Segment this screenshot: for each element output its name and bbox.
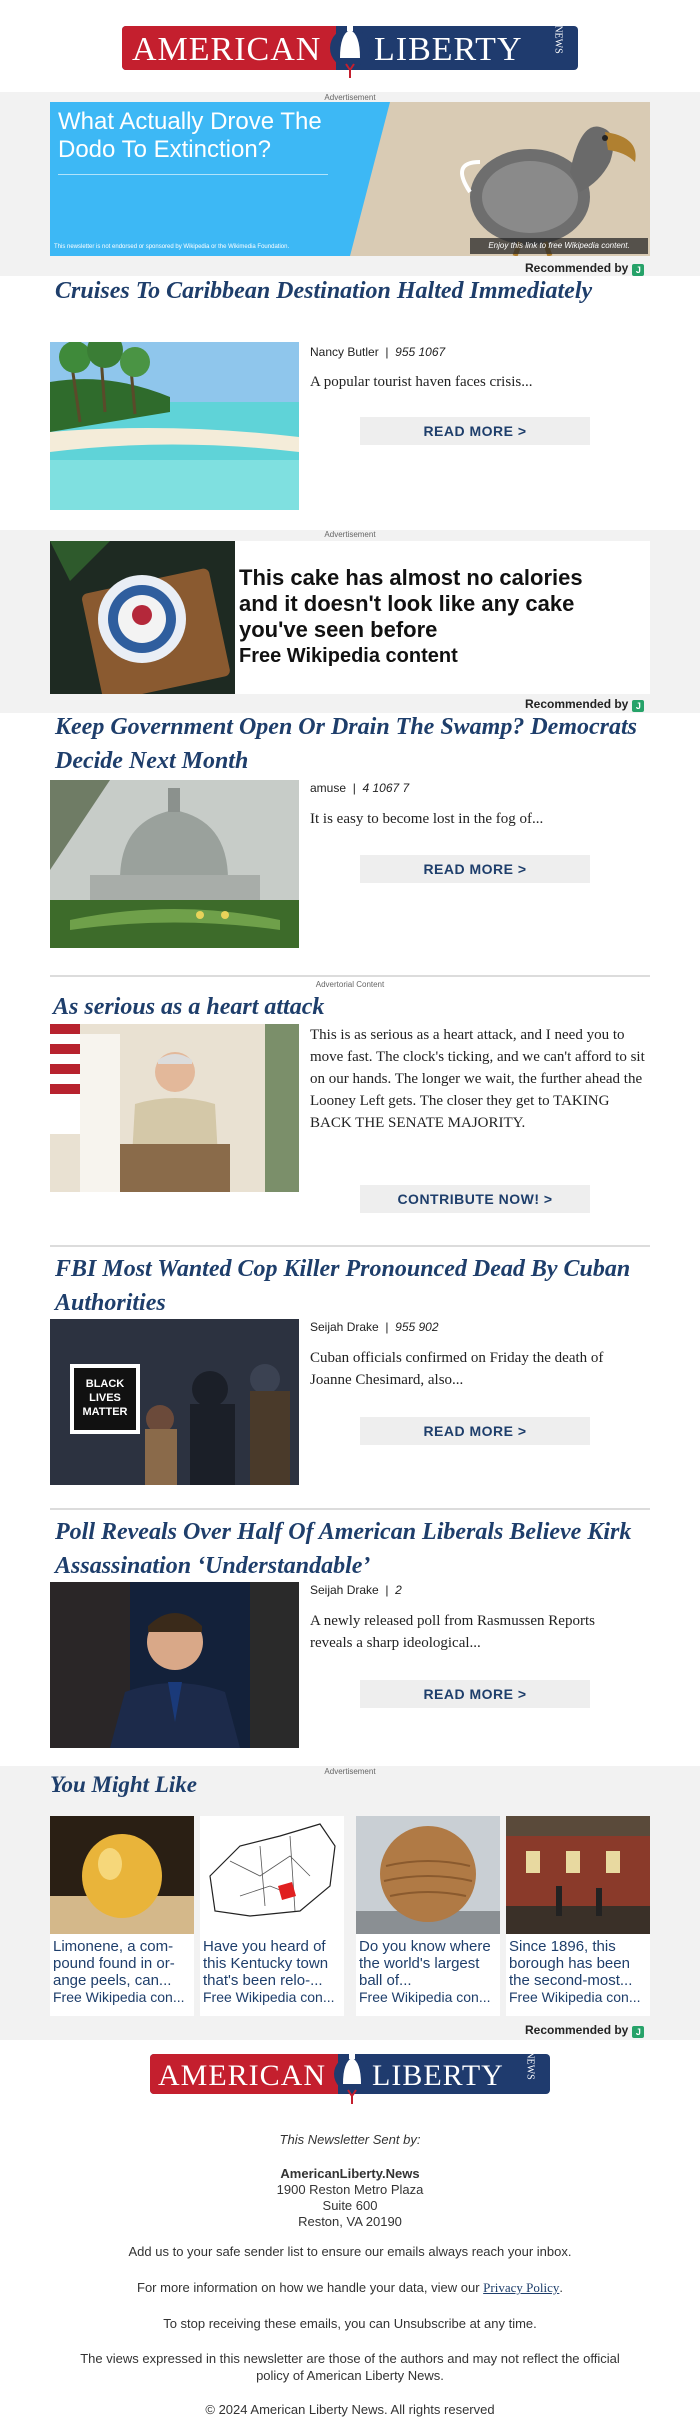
logo-news-label: NEWS bbox=[524, 2051, 536, 2080]
dodo-bird-image bbox=[350, 102, 650, 256]
read-more-button[interactable]: READ MORE > bbox=[360, 1417, 590, 1445]
article-meta: Seijah Drake | 2 bbox=[310, 1583, 402, 1597]
article-stats: 955 902 bbox=[395, 1320, 439, 1334]
article-headline[interactable]: Cruises To Caribbean Destination Halted Immediately bbox=[55, 278, 593, 304]
dodo-ad-disclaimer: This newsletter is not endorsed or sponsored by Wikipedia or the Wikimedia Foundation. bbox=[54, 244, 290, 250]
read-more-button[interactable]: READ MORE > bbox=[360, 855, 590, 883]
card-image bbox=[200, 1816, 344, 1934]
cake-ad-line-2: and it doesn't look like any cake bbox=[239, 591, 575, 616]
ad-label: Advertisement bbox=[324, 1767, 376, 1776]
beach-image bbox=[50, 342, 299, 510]
recommendation-card[interactable] bbox=[200, 1816, 344, 2016]
footer-address-1: 1900 Reston Metro Plaza bbox=[276, 2182, 424, 2197]
you-might-like-title: You Might Like bbox=[50, 1772, 197, 1797]
recommender-logo-icon: J bbox=[632, 2026, 644, 2038]
footer-unsubscribe[interactable]: To stop receiving these emails, you can Unsubscribe at any time. bbox=[163, 2316, 537, 2331]
footer-copyright: © 2024 American Liberty News. All rights reserved bbox=[205, 2402, 495, 2417]
advertorial-label: Advertorial Content bbox=[315, 980, 385, 989]
logo-text-american: AMERICAN bbox=[132, 31, 322, 68]
card-source: Free Wikipedia con... bbox=[53, 1989, 185, 2005]
recommended-label: Recommended by bbox=[525, 261, 629, 275]
recommender-logo-icon: J bbox=[632, 264, 644, 276]
article-author: Seijah Drake bbox=[310, 1320, 379, 1334]
article-thumbnail-beach[interactable] bbox=[50, 342, 299, 510]
ad-label: Advertisement bbox=[324, 93, 376, 102]
logo-text-liberty: LIBERTY bbox=[374, 31, 523, 68]
card-image bbox=[356, 1816, 500, 1934]
sponsored-body: This is as serious as a heart attack, and I need you to move fast. The clock's ticking, and we can't afford to sit on our hands. The longer we wait, the further ahead the Looney Left gets. The closer they get to TAKING BACK THE SENATE MAJORITY. bbox=[310, 1027, 645, 1131]
article-headline[interactable]: Poll Reveals Over Half Of American Liberals Believe Kirk Assassination ‘Understandable’ bbox=[55, 1519, 632, 1579]
section-divider bbox=[50, 1508, 650, 1510]
cake-ad-banner[interactable] bbox=[50, 541, 650, 694]
footer-sent-by: This Newsletter Sent by: bbox=[279, 2132, 421, 2147]
recommendation-card[interactable] bbox=[506, 1816, 650, 2016]
article-teaser: It is easy to become lost in the fog of... bbox=[310, 811, 544, 827]
article-stats: 4 1067 7 bbox=[362, 781, 410, 795]
card-source: Free Wikipedia con... bbox=[509, 1989, 641, 2005]
article-headline[interactable]: FBI Most Wanted Cop Killer Pronounced Dead By Cuban Authorities bbox=[55, 1256, 631, 1316]
orange-peel-image bbox=[50, 1816, 194, 1934]
logo-text-liberty: LIBERTY bbox=[372, 2059, 504, 2092]
recommended-label: Recommended by bbox=[525, 697, 629, 711]
footer-privacy-prefix: For more information on how we handle your data, view our bbox=[137, 2280, 480, 2295]
ad-label: Advertisement bbox=[324, 530, 376, 539]
article-author: Nancy Butler bbox=[310, 345, 379, 359]
footer-address-3: Reston, VA 20190 bbox=[298, 2214, 402, 2229]
read-more-button[interactable]: READ MORE > bbox=[360, 417, 590, 445]
recommended-by-3[interactable] bbox=[525, 2023, 644, 2038]
logo-news-label: NEWS bbox=[552, 25, 564, 54]
section-divider bbox=[50, 1245, 650, 1247]
senator-photo bbox=[50, 1024, 299, 1192]
card-text: Limonene, a com-pound found in or-ange peels, can... bbox=[53, 1938, 175, 1989]
article-stats: 955 1067 bbox=[395, 345, 446, 359]
article-author: Seijah Drake bbox=[310, 1583, 379, 1597]
cake-ad-source: Free Wikipedia content bbox=[239, 645, 458, 667]
recommendation-card[interactable] bbox=[356, 1816, 500, 2016]
article-thumbnail-protest[interactable] bbox=[50, 1319, 299, 1485]
logo-text-american: AMERICAN bbox=[158, 2059, 327, 2092]
dodo-ad-title: What Actually Drove The Dodo To Extinction? bbox=[58, 108, 322, 163]
article-headline[interactable]: Keep Government Open Or Drain The Swamp? Democrats Decide Next Month bbox=[55, 714, 637, 774]
article-thumbnail-capitol[interactable] bbox=[50, 780, 299, 948]
twine-ball-image bbox=[356, 1816, 500, 1934]
dodo-ad-divider bbox=[58, 174, 328, 175]
article-meta: Nancy Butler | 955 1067 bbox=[310, 345, 446, 359]
card-source: Free Wikipedia con... bbox=[203, 1989, 335, 2005]
sponsored-headline[interactable]: As serious as a heart attack bbox=[53, 994, 325, 1020]
footer-logo[interactable] bbox=[150, 2048, 550, 2102]
article-author: amuse bbox=[310, 781, 347, 795]
card-source: Free Wikipedia con... bbox=[359, 1989, 491, 2005]
section-divider bbox=[50, 975, 650, 977]
footer-address-2: Suite 600 bbox=[322, 2198, 378, 2213]
read-more-button[interactable]: READ MORE > bbox=[360, 1680, 590, 1708]
sponsored-thumbnail[interactable] bbox=[50, 1024, 299, 1192]
card-image bbox=[50, 1816, 194, 1934]
header-logo[interactable] bbox=[122, 20, 578, 74]
cake-ad-line-1: This cake has almost no calories bbox=[239, 565, 583, 590]
borough-image bbox=[506, 1816, 650, 1934]
article-meta: Seijah Drake | 955 902 bbox=[310, 1320, 439, 1334]
portrait-image bbox=[50, 1582, 299, 1748]
recommended-label: Recommended by bbox=[525, 2023, 629, 2037]
dodo-ad-banner[interactable] bbox=[50, 102, 650, 256]
privacy-policy-link[interactable]: Privacy Policy bbox=[483, 2280, 560, 2295]
footer-views-disclaimer: The views expressed in this newsletter are those of the authors and may not reflect the official policy of American Liberty News. bbox=[80, 2351, 620, 2383]
dodo-ad-link[interactable]: Enjoy this link to free Wikipedia content. bbox=[470, 238, 648, 254]
footer-privacy: For more information on how we handle your data, view our Privacy Policy. bbox=[137, 2280, 563, 2295]
article-thumbnail-kirk[interactable] bbox=[50, 1582, 299, 1748]
footer-company: AmericanLiberty.News bbox=[280, 2166, 420, 2181]
kentucky-map-image bbox=[200, 1816, 344, 1934]
article-teaser: Cuban officials confirmed on Friday the death of Joanne Chesimard, also... bbox=[310, 1350, 604, 1388]
card-text: Since 1896, this borough has been the second-most... bbox=[509, 1938, 633, 1989]
recommendation-card[interactable] bbox=[50, 1816, 194, 2016]
card-text: Have you heard of this Kentucky town that's been relo-... bbox=[203, 1938, 329, 1989]
card-text: Do you know where the world's largest ball of... bbox=[359, 1938, 491, 1989]
recommender-logo-icon: J bbox=[632, 700, 644, 712]
liberty-bell-icon bbox=[329, 20, 371, 80]
capitol-alligator-image bbox=[50, 780, 299, 948]
liberty-bell-icon bbox=[331, 2048, 373, 2108]
contribute-now-button[interactable]: CONTRIBUTE NOW! > bbox=[360, 1185, 590, 1213]
cake-image bbox=[50, 541, 235, 694]
article-meta: amuse | 4 1067 7 bbox=[310, 781, 410, 795]
cake-ad-line-3: you've seen before bbox=[239, 617, 438, 642]
article-teaser: A newly released poll from Rasmussen Reports reveals a sharp ideological... bbox=[310, 1613, 595, 1651]
protest-sign-text: BLACK LIVES MATTER bbox=[82, 1378, 128, 1418]
article-teaser: A popular tourist haven faces crisis... bbox=[310, 374, 533, 390]
footer-safe-sender: Add us to your safe sender list to ensure our emails always reach your inbox. bbox=[128, 2244, 572, 2259]
article-stats: 2 bbox=[395, 1583, 402, 1597]
card-image bbox=[506, 1816, 650, 1934]
